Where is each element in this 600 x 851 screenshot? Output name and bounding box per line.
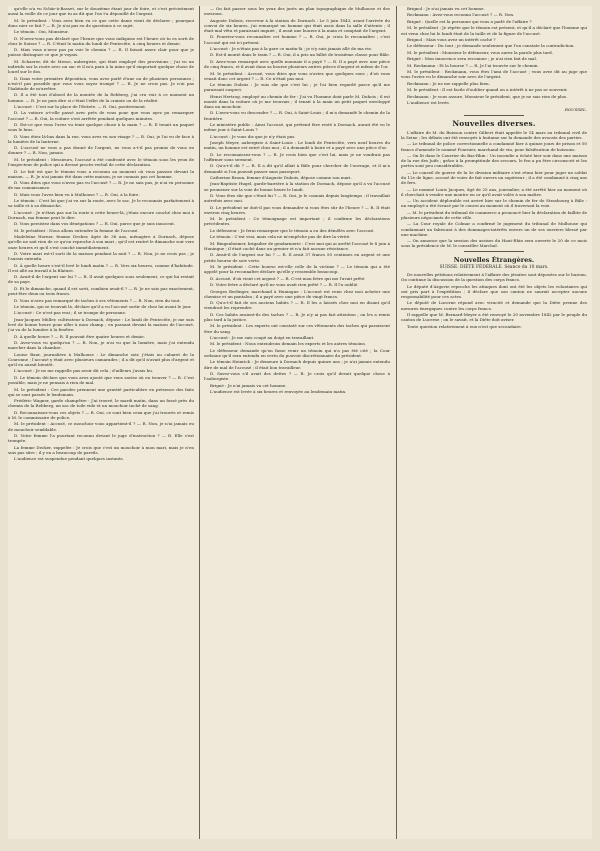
paragraph: M. le président : Messieurs, l'accusé a été confronté avec le témoin sous les yeux de l'inspecteur de police qui a dressé procès-verbal de cette déclaration. — [8, 156, 194, 168]
paragraph: D. Ces habits avaient-ils des taches ? — R. Je n'y ai pas fait attention ; on les a remis plus tard à la justice. — [204, 311, 390, 322]
paragraph: D. Est-ce que vous l'avez vu tenir quelque chose à la main ? — R. Il tenait un paquet sous le bras. — [8, 122, 194, 133]
paragraph: D. Il a été tout d'abord de la montée de la Rebberg, j'ai cru voir à ce moment un homme. — R. Je ne puis dire si c'était l'effet de la crainte ou de la réalité. — [8, 92, 194, 103]
paragraph: — La Cour royale de Colmar a confirmé le jugement du tribunal de Mulhouse qui condamnait un fabricant à des dommages-intérêts envers un de ses ouvriers blessé par une machine. — [401, 221, 587, 237]
paragraph: D. Le président ne doit-il pas vous demander si vous êtes sûr de l'heure ? — R. Il était environ cinq heures. — [204, 204, 390, 215]
paragraph: M. le président : Nous entendrons demain les experts et les autres témoins. — [210, 341, 366, 347]
paragraph: D. Mais vous l'avez bien vu à Mulhouse ? — R. Oui, à la foire. — [14, 191, 140, 197]
paragraph: Madeleine Horner, femme Decker, âgée de 36 ans, ménagère à Dornach, dépose qu'elle ne sait rien de ce qu'on reproche à son mari ; qu'il est rentré le dimanche soir vers onze heures et qu'il s'est couché immédiatement. — [8, 234, 194, 250]
paragraph: L'accusé : Je n'étais pas à la gare ce matin-là ; je n'y suis jamais allé de ma vie. — [210, 45, 373, 51]
paragraph: D. Vous êtes sûr que c'était lui ? — R. Oui, je le connais depuis longtemps ; il travaillait autrefois avec moi. — [204, 193, 390, 204]
paragraph: D. Pourriez-vous reconnaître cet homme ? — R. Oui, je crois le reconnaître ; c'est l'accusé qui est ici présent. — [204, 34, 390, 45]
paragraph: D. La voiture a-t-elle passé avec près de vous pour que vous ayez pu remarquer l'accusé ? — R. Oui, la voiture s'est arrêtée pendant quelques minutes. — [8, 110, 194, 121]
paragraph: La femme Decker, rappelée : Je crois que c'est un mouchoir à mon mari, mais je n'en suis pas sûre ; il y en a beaucoup de pareils. — [8, 444, 194, 455]
paragraph: D. Vous dites que vous n'avez pas vu l'accusé ? — R. Je ne sais pas, je n'ai vu personne de ma connaissance. — [8, 180, 194, 191]
paragraph: M. le président : Accusé, vous dites que vous n'aviez que quelques sous ; d'où vous venait donc cet argent ? — R. Ce n'était pas moi. — [204, 70, 390, 81]
paragraph: Le député d'Argovie reproche les attaques dont ont été les objets les volontaires qui ont pris part à l'expédition ; il déclare que son canton ne saurait accepter aucune responsabilité pour ces actes. — [401, 283, 587, 299]
paragraph: Le défenseur : Je ferai remarquer que le témoin a eu des démêlés avec l'accusé. — [210, 227, 375, 233]
paragraph: Le ministère public : Ainsi l'accusé, qui prétend être resté à Dornach, aurait été vu le même jour à Saint-Louis ? — [204, 122, 390, 133]
paragraph: M. le président : Cette bourse est-elle celle de la victime ? — Le témoin qui a été appelé pour la reconnaître déclare qu'elle y ressemble beaucoup. — [204, 264, 390, 275]
paragraph: L'affaire de M. du Buisson contre Gilbert était appelée le 14 mars au tribunal civil de la Seine ; les débats ont été renvoyés à huitaine sur la demande des avocats des parties. — [401, 129, 587, 140]
paragraph: M. le président : Il est facile d'oublier quand on a intérêt à ne pas se souvenir. — [407, 87, 568, 93]
paragraph: D. Votre femme l'a pourtant reconnu devant le juge d'instruction ? — R. Elle s'est trompée. — [8, 432, 194, 444]
signature: ROUSSEL. — [564, 106, 587, 112]
paragraph: L'audience est suspendue pendant quelques instants. — [14, 456, 124, 462]
paragraph: qu'elle n'a vu Schär-à-Basset, sur le douzième étant jour de foire, et c'est précisément aussi la veille de ce jour que tu as dit que l'on t'a dépouillé de l'argent. — [8, 6, 194, 17]
paragraph: M. le président : Les experts ont constaté sur ces vêtements des taches qui paraissent être du sang. — [204, 323, 390, 334]
paragraph: D. Le fait est que le témoin vous a reconnu au moment où vous passiez devant la maison. — R. Je n'ai jamais été dans cette maison, je ne connais pas cet homme. — [8, 168, 194, 179]
separator-rule — [464, 251, 524, 252]
column-2 — [204, 6, 390, 839]
paragraph: M. le président : Monsieur le défenseur, vous aurez la parole plus tard. — [407, 49, 554, 55]
paragraph: Joseph Meyer, aubergiste à Saint-Louis : Le lundi de Pentecôte, vers neuf heures du matin, un homme est entré chez moi ; il a demandé à boire et a payé avec une pièce d'or. — [204, 140, 390, 151]
foreign-news-items — [401, 272, 587, 329]
paragraph: Le défenseur demande qu'on fasse venir un témoin qui n'a pas été cité ; la Cour ordonne qu'il sera entendu en vertu du pouvoir discrétionnaire du président. — [204, 347, 390, 359]
paragraph: Georges Berlinger, marchand à Huningue : L'accusé est venu chez moi acheter une chemise et un pantalon ; il a payé avec une pièce de vingt francs. — [204, 288, 390, 299]
paragraph: Henri Hertzog, employé au chemin de fer : J'ai vu l'homme dont parle M. Dubois ; il est monté dans la voiture où je me trouvais ; il tenait à la main un petit paquet enveloppé dans un mouchoir. — [204, 93, 390, 110]
paragraph: Le témoin, qui se trouvait là, déclare qu'il a vu l'accusé sortir de chez lui avant le jour. — [14, 303, 192, 309]
paragraph: D. Le reconnaissez-vous ? — R. Je crois bien que c'est lui, mais je ne voudrais pas l'affirmer sous serment. — [204, 151, 390, 162]
paragraph: D. Avez-vous remarqué avec quelle monnaie il a payé ? — R. Il a payé avec une pièce de cinq francs, et il avait dans sa bourse plusieurs autres pièces d'argent et même de l'or. — [204, 58, 390, 70]
paragraph: M. le président : Ce témoignage est important ; il confirme les déclarations précédentes. — [204, 216, 390, 227]
paragraph: Toute question relativement à eux n'est que secondaire. — [407, 323, 522, 329]
paragraph: Frédéric Wagner, garde champêtre : J'ai trouvé, le mardi matin, dans un fossé près du chemin de la Rebberg, un sac de toile vide et un mouchoir taché de sang. — [8, 398, 194, 409]
paragraph: Catherine Braun, femme d'Auguste Dubois, dépose comme son mari. — [210, 174, 352, 180]
paragraph: Le député de Lucerne répond avec vivacité et demande que la Diète prenne des mesures énergiques contre les corps francs. — [401, 300, 587, 311]
news-items — [401, 130, 587, 249]
paragraph: D. Vous étiez là-bas dans la rue, vous avez vu son visage ? — R. Oui, je l'ai vu de face à la lumière de la lanterne. — [8, 133, 194, 144]
paragraph: Jean-Baptiste Hugel, garde-barrière à la station de Dornach, dépose qu'il a vu l'accusé se promener sur la voie de bonne heure le lundi. — [204, 181, 390, 192]
paragraph: Le témoin Dubois : Je suis sûr que c'est lui ; je l'ai bien regardé parce qu'il me paraissait suspect. — [204, 82, 390, 93]
paragraph: Brignol : Je n'ai jamais vu cet homme. — [407, 6, 485, 11]
paragraph: — M. le président du tribunal de commerce a prononcé hier la déclaration de faillite de plusieurs négociants de cette ville. — [401, 209, 587, 220]
paragraph: Le témoin : Oui, Monsieur. — [14, 29, 69, 35]
paragraph: D. Mais vous n'avez pas pu voir le chemin ? — R. Il faisait assez clair pour que je puisse distinguer ce que je voyais. — [8, 47, 194, 58]
paragraph: M. le président : Accusé, ce mouchoir vous appartient-il ? — R. Non, je n'ai jamais eu de mouchoir semblable. — [8, 421, 194, 432]
paragraph: Louise Baur, journalière à Mulhouse : Le dimanche soir, j'étais au cabaret de la Couronne ; l'accusé y était avec plusieurs camarades ; il a dit qu'il n'avait plus d'argent et qu'il en aurait bientôt. — [8, 351, 194, 368]
paragraph: Reckmann : Je ne me rappelle plus bien. — [407, 80, 490, 86]
paragraph: D. À quelle heure ? — R. Il pouvait être quatre heures et demie. — [14, 333, 145, 339]
paragraph: M. le président : Ces paroles prennent une gravité particulière en présence des faits qui se sont passés le lendemain. — [8, 386, 194, 397]
paragraph: Il rappelle que M. Bernard-Meyer a été renvoyé le 20 novembre 1842 par le peuple du canton de Lucerne ; on le savait, et la Diète doit aviser. — [401, 312, 587, 323]
paragraph: — Le conseil de guerre de la 5e division militaire s'est réuni hier pour juger un soldat du 12e de ligne, accusé de voies de fait envers un supérieur ; il a été condamné à cinq ans de fers. — [401, 169, 587, 186]
paragraph: — On annonce que la session des assises du Haut-Rhin sera ouverte le 20 de ce mois sous la présidence de M. le conseiller Marchal. — [401, 238, 587, 249]
paragraph: — On lit dans le Courrier du Bas-Rhin : Un incendie a éclaté hier soir dans une maison de la rue des Juifs ; grâce à la promptitude des secours, le feu a pu être circonscrit et les pertes sont peu considérables. — [401, 153, 587, 169]
paragraph: M. le président : Vous avez bien vu ce que cette dame vient de déclarer ; pourquoi donc nier ce fait ? — R. Je n'ai pas eu de questions à ce sujet. — [8, 17, 194, 28]
paragraph: L'audience est levée. — [407, 100, 451, 106]
paragraph: D. Vous n'avez pas remarqué de taches à ses vêtements ? — R. Non, rien du tout. — [14, 297, 181, 303]
paragraph: D. Avait-il de l'argent sur lui ? — R. Il avait 37 francs 50 centimes en argent et une petite bourse de soie verte. — [204, 252, 390, 263]
separator-rule — [464, 115, 524, 116]
foreign-news-title: Nouvelles Étrangères. — [453, 256, 535, 265]
paragraph: L'accusé : Ce n'est pas vrai ; il se trompe de personne. — [14, 310, 127, 316]
paragraph: D. Qu'a-t-il dit ? — R. Il a dit qu'il allait à Bâle pour chercher de l'ouvrage, et il m'a demandé si l'on pouvait passer sans passeport. — [204, 163, 390, 174]
paragraph: Brigné : Mon innocence sera reconnue ; je n'ai rien fait de mal. — [407, 56, 538, 62]
paragraph: D. Dans votre première déposition, vous avez parlé d'une ou de plusieurs personnes ; n'est-il pas possible que vous vous soyez trompé ? — R. Je ne crois pas. Je n'ai pas l'habitude de m'arrêter. — [8, 75, 194, 91]
paragraph: — Un accident déplorable est arrivé hier sur le chemin de fer de Strasbourg à Bâle : un employé a été écrasé par le convoi au moment où il traversait la voie. — [401, 198, 587, 209]
paragraph: M. Bingenheimer, brigadier de gendarmerie : C'est moi qui ai arrêté l'accusé le 8 juin à Huningue ; il était caché dans un grenier et n'a fait aucune résistance. — [204, 240, 390, 251]
paragraph: L'accusé : C'est sur la place de l'Entrée. — R. Oui, positivement. — [14, 104, 147, 110]
section-title: Nouvelles diverses. — [452, 118, 536, 128]
paragraph: D. Vous persistez dans vos dénégations ? — R. Oui, parce que je suis innocent. — [14, 221, 176, 227]
paragraph: Reckmann : Je vous assure, Monsieur le président, que je ne sais rien de plus. — [407, 93, 568, 99]
paragraph: De nouvelles pétitions relativement à l'affaire des jésuites sont déposées sur le bureau. On continue la discussion de la question des corps francs. — [401, 272, 587, 283]
paragraph: — Le nommé Louis Jacques, âgé de 25 ans, journalier, a été arrêté hier au moment où il cherchait à vendre une montre en or qu'il avait volée à son maître. — [401, 186, 587, 197]
column-divider — [396, 6, 397, 839]
paragraph: M. Schaerer, dit de Messe, aubergiste, qui était employé des provisions ; j'ai vu un individu sur la route avec un sac et il m'a paru à la mine qu'il emportait quelque chose de lourd sur le dos. — [8, 58, 194, 75]
paragraph: L'accusé : Je n'étais pas sur la route à cette heure-là, j'étais encore couché chez moi à Dornach, ma femme peut le dire. — [8, 209, 194, 220]
paragraph: Le témoin Heinrich : Je demeure à Dornach depuis quinze ans ; je n'ai jamais entendu dire de mal de l'accusé ; il était bon travailleur. — [204, 359, 390, 370]
paragraph: Le défenseur : Du tout ; je demande seulement que l'on constate la contradiction. — [407, 43, 575, 49]
column-1 — [8, 6, 194, 839]
paragraph: L'accusé : Je vous dis que je n'y étais pas. — [210, 133, 296, 139]
column-3 — [401, 6, 587, 839]
paragraph: M. le président : Je répète que le témoin est présent, et qu'il a déclaré que l'homme qui est venu chez lui le lundi était de la taille et de la figure de l'accusé. — [401, 25, 587, 36]
paragraph: D. L'accusé ne vous a pas donné de l'argent, ne vous a-t-il pas promis de vous en donner ? — R. Non, jamais. — [8, 145, 194, 156]
paragraph: D. Le témoin déclare que vous avez ajouté que vous saviez où en trouver ? — R. C'est possible, mais je ne pensais à rien de mal. — [8, 374, 194, 386]
paragraph: D. Accusé, d'où vient cet argent ? — R. C'est mon frère qui me l'avait prêté. — [210, 275, 366, 281]
paragraph: L'accusé : Je ne me rappelle pas avoir dit cela ; d'ailleurs j'avais bu. — [14, 368, 154, 374]
paragraph: Auguste Dubois, receveur à la station de Dornach : Le 5 juin 1843, avant l'arrivée du convoi de six heures, j'ai remarqué un homme qui était assis dans la salle d'attente ; il était mal vêtu et paraissait inquiet ; il avait une bourse à la main et comptait de l'argent. — [204, 17, 390, 33]
paragraph: — On fait passer sous les yeux des jurés un plan topographique de Mulhouse et des environs. — [204, 6, 390, 17]
paragraph: Brigné : Quelle est la personne qui vous a parlé de l'affaire ? — [407, 18, 532, 24]
paragraph: M. Reckmann : Et la bourse ? — R. Je l'ai trouvée sur le chemin. — [407, 62, 539, 68]
paragraph: Le témoin : C'est lui que j'ai vu sur la route, avec le sac. Je le reconnais parfaitement à sa taille et à sa démarche. — [8, 198, 194, 209]
newspaper-page — [8, 6, 592, 839]
paragraph: Jean-Jacques Müller, cultivateur à Dornach, dépose : Le lundi de Pentecôte, je me suis levé de bonne heure pour aller à mon champ ; en passant devant la maison de l'accusé, j'ai vu de la lumière à la fenêtre. — [8, 316, 194, 333]
court-report-continuation — [401, 6, 587, 105]
paragraph: L'accusé : Je me suis coupé au doigt en travaillant. — [210, 334, 315, 340]
paragraph: Reckmann : Avez-vous reconnu l'accusé ? — R. Non. — [407, 12, 515, 18]
paragraph: D. Avait-il de l'argent sur lui ? — R. Il avait quelques sous seulement, ce qui lui restait de sa paye. — [8, 274, 194, 285]
paragraph: D. Est-il monté dans le train ? — R. Oui, il a pris un billet de troisième classe pour Bâle. — [210, 52, 390, 58]
paragraph: M. le président : Reckmann, vous êtes l'ami de l'accusé ; vous avez dit au juge que vous l'aviez vu le dimanche soir avec de l'argent. — [401, 69, 587, 80]
paragraph: Brigné : Je n'ai jamais vu cet homme. — [210, 382, 287, 388]
paragraph: D. Votre mari est-il sorti de la maison pendant la nuit ? — R. Non, je ne crois pas ; je l'aurais entendu. — [8, 251, 194, 262]
paragraph: D. Savez-vous s'il avait des dettes ? — R. Je crois qu'il devait quelque chose à l'aubergiste. — [204, 371, 390, 382]
paragraph: L'audience est levée à six heures et renvoyée au lendemain matin. — [210, 389, 347, 395]
column-divider — [199, 6, 200, 839]
paragraph: D. L'avez-vous vu descendre ? — R. Oui, à Saint-Louis ; il m'a demandé le chemin de la frontière. — [204, 110, 390, 121]
paragraph: D. N'avez-vous pas déclaré que l'heure que vous indiquiez est l'heure où tu es sorti de chez le Suisse ? — R. C'était le matin du lundi de Pentecôte, à cinq heures et demie. — [8, 35, 194, 46]
paragraph: M. le président : Nous allons entendre la femme de l'accusé. — [14, 227, 139, 233]
paragraph: D. Et le dimanche, quand il est sorti, combien avait-il ? — R. Je ne sais pas exactement, peut-être deux ou trois francs. — [8, 285, 194, 297]
paragraph: Brignol : Mais vous avez un intérêt caché ? — [407, 36, 496, 42]
paragraph: D. Reconnaissez-vous ces objets ? — R. Oui, ce sont bien ceux que j'ai trouvés et remis à M. le commissaire de police. — [8, 409, 194, 420]
foreign-news-dateline: SUISSE. DIÈTE FÉDÉRALE. Séance du 10 mars. — [439, 265, 549, 271]
paragraph: D. À quelle heure s'est-il levé le lundi matin ? — R. Vers six heures, comme d'habitude. Il est allé au travail à la filature. — [8, 262, 194, 273]
paragraph: D. Avez-vous vu quelqu'un ? — R. Non, je n'ai vu que la lumière, mais j'ai entendu marcher dans la chambre. — [8, 340, 194, 351]
paragraph: D. Qu'a-t-il fait de ses anciens habits ? — R. Il les a laissés chez moi en disant qu'il viendrait les reprendre. — [204, 300, 390, 311]
paragraph: D. Votre frère a déclaré qu'il ne vous avait rien prêté ? — R. Il l'a oublié. — [210, 282, 359, 288]
paragraph: — Le tribunal de police correctionnelle a condamné hier à quinze jours de prison et 50 francs d'amende le nommé Fournier, marchand de vin, pour falsification de boissons. — [401, 141, 587, 152]
paragraph: Le témoin : C'est vrai, mais cela ne m'empêche pas de dire la vérité. — [210, 234, 351, 240]
